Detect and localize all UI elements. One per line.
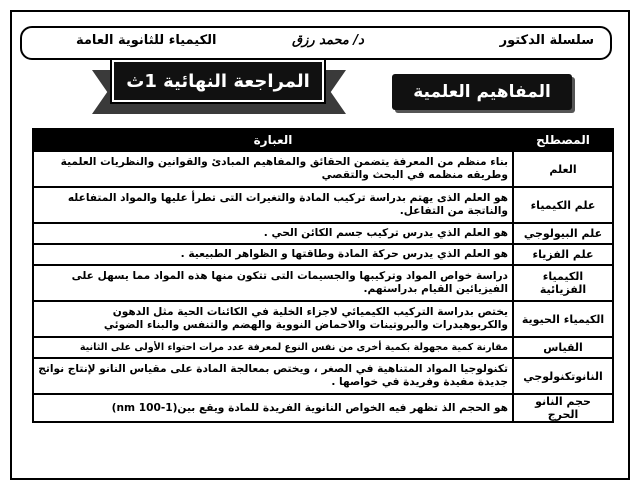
page-header bbox=[20, 26, 612, 60]
section-title-badge: المفاهيم العلمية bbox=[392, 74, 572, 110]
table-row bbox=[33, 265, 613, 301]
table-row bbox=[33, 223, 613, 244]
term-cell: النانوتكنولوجي bbox=[513, 358, 613, 394]
term-cell: حجم النانو الحرج bbox=[513, 394, 613, 422]
table-row bbox=[33, 301, 613, 337]
table-row bbox=[33, 337, 613, 358]
definition-cell: بناء منظم من المعرفة يتضمن الحقائق والمفاهيم المبادئ والقوانين والنظريات العلمية وطريقه منظمه في البحث والتقصي bbox=[33, 151, 513, 187]
table-header-row bbox=[33, 129, 613, 151]
term-cell: علم الفزياء bbox=[513, 244, 613, 265]
definition-cell: هو العلم الذي يدرس تركيب جسم الكائن الحي . bbox=[33, 223, 513, 244]
table-row bbox=[33, 151, 613, 187]
concepts-table bbox=[32, 128, 614, 423]
subject-title: الكيمياء للثانوية العامة bbox=[76, 33, 217, 48]
final-review-banner: المراجعة النهائية 1ث bbox=[112, 60, 324, 102]
table-row bbox=[33, 244, 613, 265]
author-name: د/ محمد رزق bbox=[292, 33, 364, 48]
term-column-header: المصطلح bbox=[513, 129, 613, 151]
definition-cell: هو العلم الذى يهتم بدراسة تركيب المادة والتغيرات التى تطرأ عليها والمواد المتفاعله والناتجة من التفاعل. bbox=[33, 187, 513, 223]
definition-cell: مقارنة كمية مجهولة بكمية أخرى من نفس النوع لمعرفة عدد مرات احتواء الأولى على الثانية bbox=[33, 337, 513, 358]
table-row bbox=[33, 187, 613, 223]
term-cell: علم الكيمياء bbox=[513, 187, 613, 223]
series-title: سلسلة الدكتور bbox=[499, 33, 594, 48]
term-cell: العلم bbox=[513, 151, 613, 187]
definition-cell: يختص بدراسة التركيب الكيميائي لاجزاء الخلية في الكائنات الحية مثل الدهون والكربوهيدرات والبروتينات والاحماض النووية والهضم والتنفس والبناء الضوئي bbox=[33, 301, 513, 337]
definition-cell: دراسة خواص المواد وتركيبها والجسيمات التى تتكون منها هذه المواد مما يسهل على الفيزيائين القيام بدراستهم. bbox=[33, 265, 513, 301]
definition-column-header: العبارة bbox=[33, 129, 513, 151]
table-row bbox=[33, 394, 613, 422]
definition-cell: هو العلم الذي يدرس حركة المادة وطاقتها و الظواهر الطبيعية . bbox=[33, 244, 513, 265]
term-cell: علم البيولوجي bbox=[513, 223, 613, 244]
term-cell: القياس bbox=[513, 337, 613, 358]
definition-cell: تكنولوجيا المواد المتناهية في الصغر ، ويختص بمعالجة المادة على مقياس النانو لإنتاج نواتج جديدة مفيدة وفريدة في خواصها . bbox=[33, 358, 513, 394]
definition-cell: هو الحجم الذ تظهر فيه الخواص النانوية الفريدة للمادة ويقع بين(nm 100-1) bbox=[33, 394, 513, 422]
table-row bbox=[33, 358, 613, 394]
term-cell: الكيمياء الحيوية bbox=[513, 301, 613, 337]
term-cell: الكيمياء الفزيائية bbox=[513, 265, 613, 301]
